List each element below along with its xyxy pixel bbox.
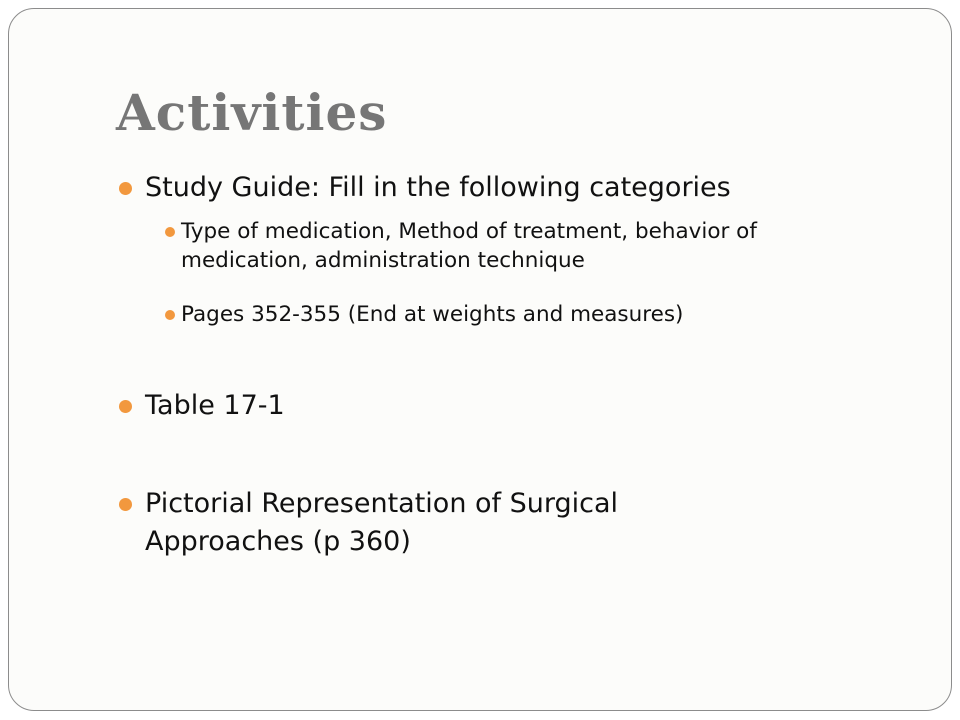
- bullet-dot-icon: [119, 400, 132, 413]
- bullet-item-table: [117, 387, 925, 425]
- slide-title: Activities: [116, 83, 388, 142]
- bullet-text: Pictorial Representation of Surgical Approaches (p 360): [145, 488, 619, 557]
- bullet-text: Table 17-1: [145, 390, 285, 421]
- sub-bullet-item-medication-categories: [165, 217, 851, 275]
- slide-frame: [8, 8, 952, 711]
- bullet-text: Study Guide: Fill in the following categories: [145, 172, 731, 203]
- sub-bullet-text: Pages 352-355 (End at weights and measures): [181, 302, 684, 327]
- bullet-item-study-guide: [117, 169, 925, 207]
- sub-bullet-dot-icon: [165, 310, 175, 320]
- sub-bullet-dot-icon: [165, 227, 175, 237]
- sub-bullet-item-pages: [165, 300, 921, 329]
- bullet-item-pictorial: [117, 485, 765, 561]
- sub-bullet-text: Type of medication, Method of treatment, behavior of medication, administration technique: [181, 219, 757, 273]
- bullet-dot-icon: [119, 498, 132, 511]
- bullet-dot-icon: [119, 182, 132, 195]
